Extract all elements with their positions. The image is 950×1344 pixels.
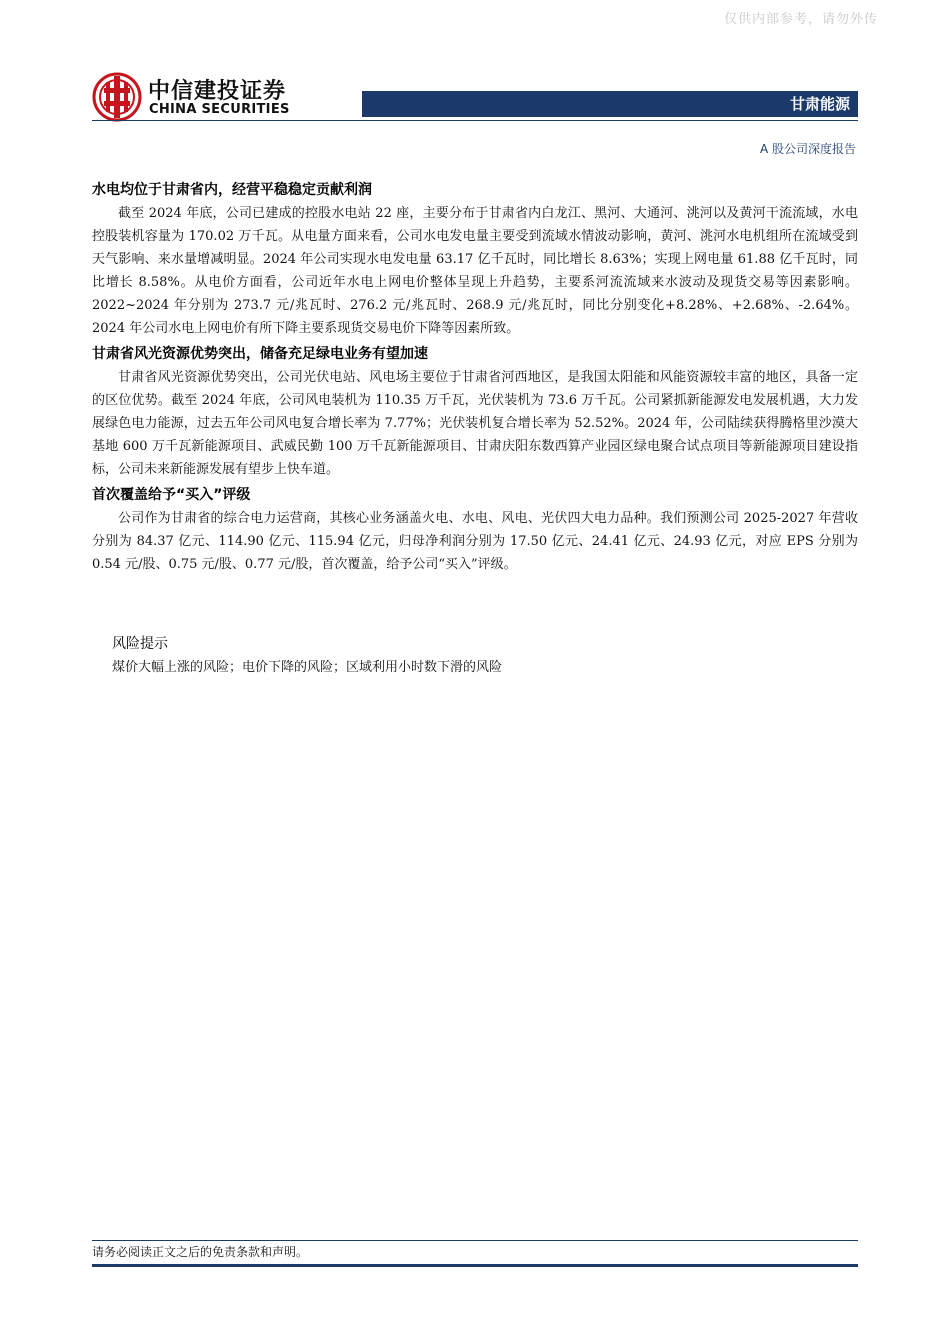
risk-warning bbox=[112, 634, 852, 678]
section-paragraph: 公司作为甘肃省的综合电力运营商，其核心业务涵盖火电、水电、风电、光伏四大电力品种。我们预测公司 2025-2027 年营收分别为 84.37 亿元、114.90 亿元、115.94 亿元，归母净利润分别为 17.50 亿元、24.41 亿元、24.93 亿元，对应 EPS 分别为 0.54 元/股、0.75 元/股、0.77 元/股，首次覆盖，给予公司“买入”评级。 bbox=[92, 511, 858, 572]
section-wind-solar bbox=[92, 344, 858, 481]
risk-text: 煤价大幅上涨的风险；电价下降的风险；区域利用小时数下滑的风险 bbox=[112, 660, 503, 675]
report-type-label: A 股公司深度报告 bbox=[759, 142, 856, 156]
section-paragraph: 甘肃省风光资源优势突出，公司光伏电站、风电场主要位于甘肃省河西地区，是我国太阳能和风能资源较丰富的地区，具备一定的区位优势。截至 2024 年底，公司风电装机为 110.35 万千瓦，光伏装机为 73.6 万千瓦。公司紧抓新能源发电发展机遇，大力发展绿色电力能源，过去五年公司风电复合增长率为 7.77%；光伏装机复合增长率为 52.52%。2024 年，公司陆续获得腾格里沙漠大基地 600 万千瓦新能源项目、武威民勤 100 万千瓦新能源项目、甘肃庆阳东数西算产业园区绿电聚合试点项目等新能源项目建设指标，公司未来新能源发展有望步上快车道。 bbox=[92, 370, 858, 477]
section-title: 甘肃省风光资源优势突出，储备充足绿电业务有望加速 bbox=[92, 346, 428, 362]
header-company-bar: 甘肃能源 bbox=[362, 91, 858, 117]
section-title: 首次覆盖给予“买入”评级 bbox=[92, 487, 251, 503]
watermark: 仅供内部参考，请勿外传 bbox=[723, 12, 878, 27]
logo-chinese-name: 中信建投证券 bbox=[148, 79, 287, 104]
report-body bbox=[92, 180, 858, 580]
footer-bar bbox=[92, 1264, 858, 1267]
section-hydropower bbox=[92, 180, 858, 340]
header-divider bbox=[92, 120, 858, 121]
footer-divider bbox=[92, 1240, 858, 1241]
section-rating bbox=[92, 485, 858, 576]
logo-english-name: CHINA SECURITIES bbox=[149, 102, 290, 117]
footer-disclaimer: 请务必阅读正文之后的免责条款和声明。 bbox=[92, 1245, 309, 1259]
company-logo bbox=[92, 72, 312, 124]
section-paragraph: 截至 2024 年底，公司已建成的控股水电站 22 座，主要分布于甘肃省内白龙江、黑河、大通河、洮河以及黄河干流流域，水电控股装机容量为 170.02 万千瓦。从电量方面来看，公司水电发电量主要受到流域水情波动影响，黄河、洮河水电机组所在流域受到天气影响、来水量增减明显。2024 年公司实现水电发电量 63.17 亿千瓦时，同比增长 8.63%；实现上网电量 61.88 亿千瓦时，同比增长 8.58%。从电价方面看，公司近年水电上网电价整体呈现上升趋势，主要系河流流域来水波动及现货交易等因素影响。2022~2024 年分别为 273.7 元/兆瓦时、276.2 元/兆瓦时、268.9 元/兆瓦时，同比分别变化+8.28%、+2.68%、-2.64%。2024 年公司水电上网电价有所下降主要系现货交易电价下降等因素所致。 bbox=[92, 206, 858, 336]
section-title: 水电均位于甘肃省内，经营平稳稳定贡献利润 bbox=[92, 182, 372, 198]
risk-title: 风险提示 bbox=[112, 636, 168, 652]
citic-logo-icon bbox=[92, 72, 142, 122]
